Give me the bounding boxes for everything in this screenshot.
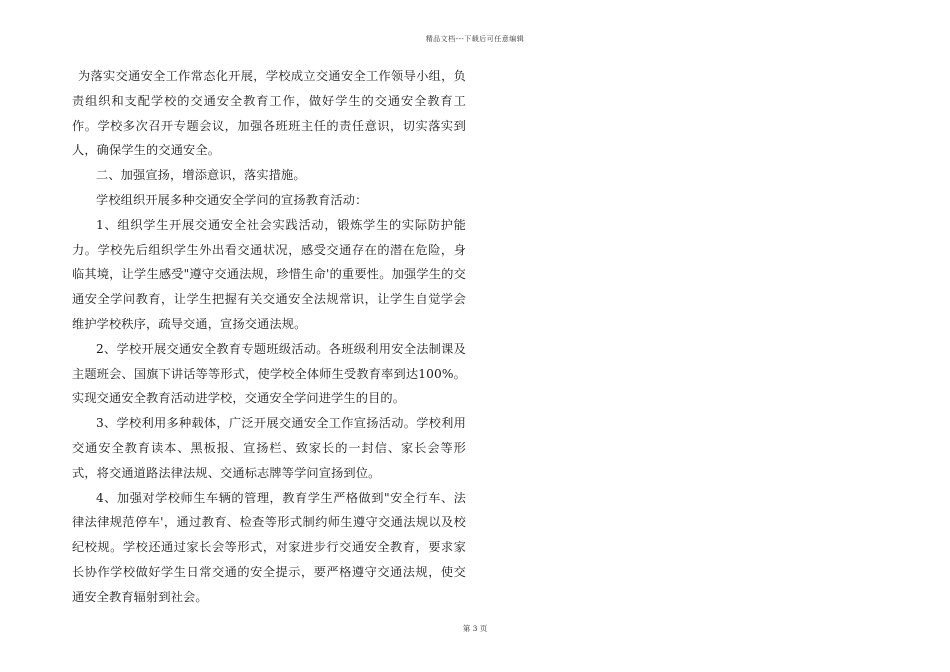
page-number: 第 3 页 xyxy=(462,624,488,633)
page-header: 精品文档---下载后可任意编辑 xyxy=(425,35,525,43)
paragraph-section-heading: 二、加强宣扬，增添意识，落实措施。 xyxy=(96,168,306,183)
paragraph-intro: 为落实交通安全工作常态化开展，学校成立交通安全工作领导小组，负责组织和支配学校的交通安全教育工作，做好学生的交通安全教育工作。学校多次召开专题会议，加强各班班主任的责任意识，切实落实到人，确保学生的交通安全。 xyxy=(72,69,466,158)
paragraph-activities-intro: 学校组织开展多种交通安全学问的宣扬教育活动： xyxy=(96,192,368,207)
paragraph-item-2: 2、学校开展交通安全教育专题班级活动。各班级利用安全法制课及主题班会、国旗下讲话等等形式，使学校全体师生受教育率到达100%。实现交通安全教育活动进学校，交通安全学问进学生的目的。 xyxy=(72,341,466,406)
body-text xyxy=(72,64,466,610)
paragraph-item-4: 4、加强对学校师生车辆的管理，教育学生严格做到"安全行车、法律法律规范停车'，通过教育、检查等形式制约师生遵守交通法规以及校纪校规。学校还通过家长会等形式，对家进步行交通安全教育，要求家长协作学校做好学生日常交通的安全提示，要严格遵守交通法规，使交通安全教育辐射到社会。 xyxy=(72,490,466,604)
paragraph-item-3: 3、学校利用多种载体，广泛开展交通安全工作宣扬活动。学校利用交通安全教育读本、黑板报、宣扬栏、致家长的一封信、家长会等形式，将交通道路法律法规、交通标志牌等学问宣扬到位。 xyxy=(72,416,466,480)
paragraph-item-1: 1、组织学生开展交通安全社会实践活动，锻炼学生的实际防护能力。学校先后组织学生外出看交通状况，感受交通存在的潜在危险，身临其境，让学生感受"遵守交通法规，珍惜生命'的重要性。加强学生的交通安全学问教育，让学生把握有关交通安全法规常识，让学生自觉学会维护学校秩序，疏导交通，宣扬交通法规。 xyxy=(72,217,466,331)
